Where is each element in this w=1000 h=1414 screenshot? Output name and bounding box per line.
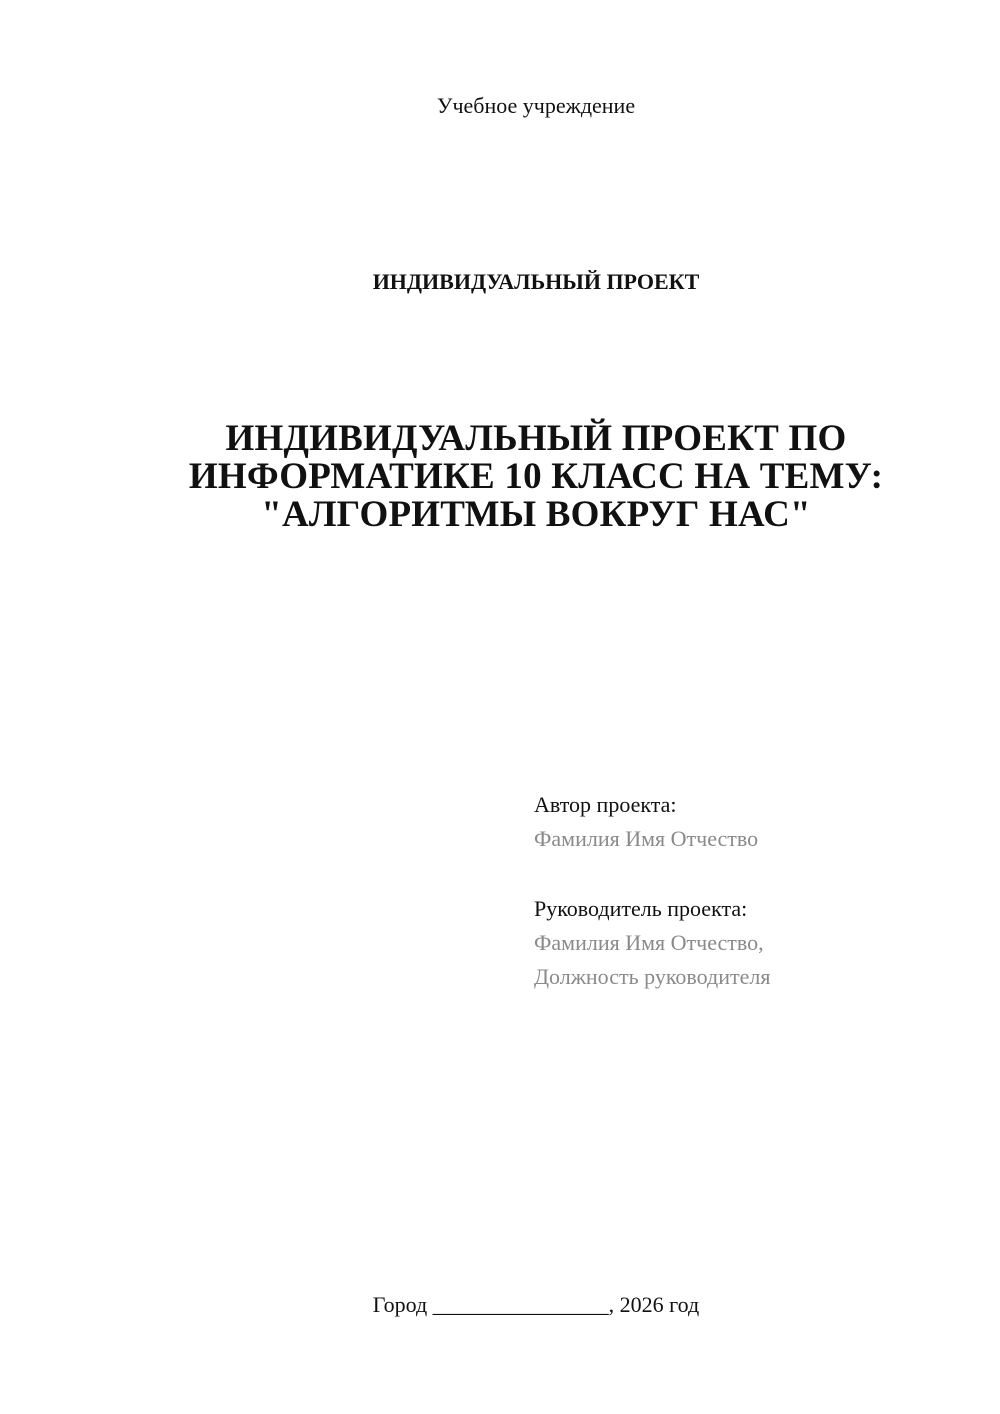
- credits-block: [534, 788, 954, 994]
- project-title-line: ИНФОРМАТИКЕ 10 КЛАСС НА ТЕМУ:: [188, 456, 884, 497]
- project-type-heading: ИНДИВИДУАЛЬНЫЙ ПРОЕКТ: [372, 269, 700, 294]
- institution-name: Учебное учреждение: [436, 93, 636, 118]
- author-name-placeholder: Фамилия Имя Отчество: [534, 826, 759, 851]
- supervisor-position-placeholder: Должность руководителя: [534, 964, 771, 989]
- supervisor-name-placeholder: Фамилия Имя Отчество,: [534, 930, 764, 955]
- supervisor-label: Руководитель проекта:: [534, 896, 748, 921]
- spacer: [534, 856, 954, 892]
- project-title-line: ИНДИВИДУАЛЬНЫЙ ПРОЕКТ ПО: [225, 418, 847, 459]
- project-title-line: "АЛГОРИТМЫ ВОКРУГ НАС": [261, 494, 811, 535]
- city-year-line: Город ________________, 2026 год: [372, 1292, 700, 1317]
- project-title: [150, 420, 922, 534]
- author-label: Автор проекта:: [534, 792, 677, 817]
